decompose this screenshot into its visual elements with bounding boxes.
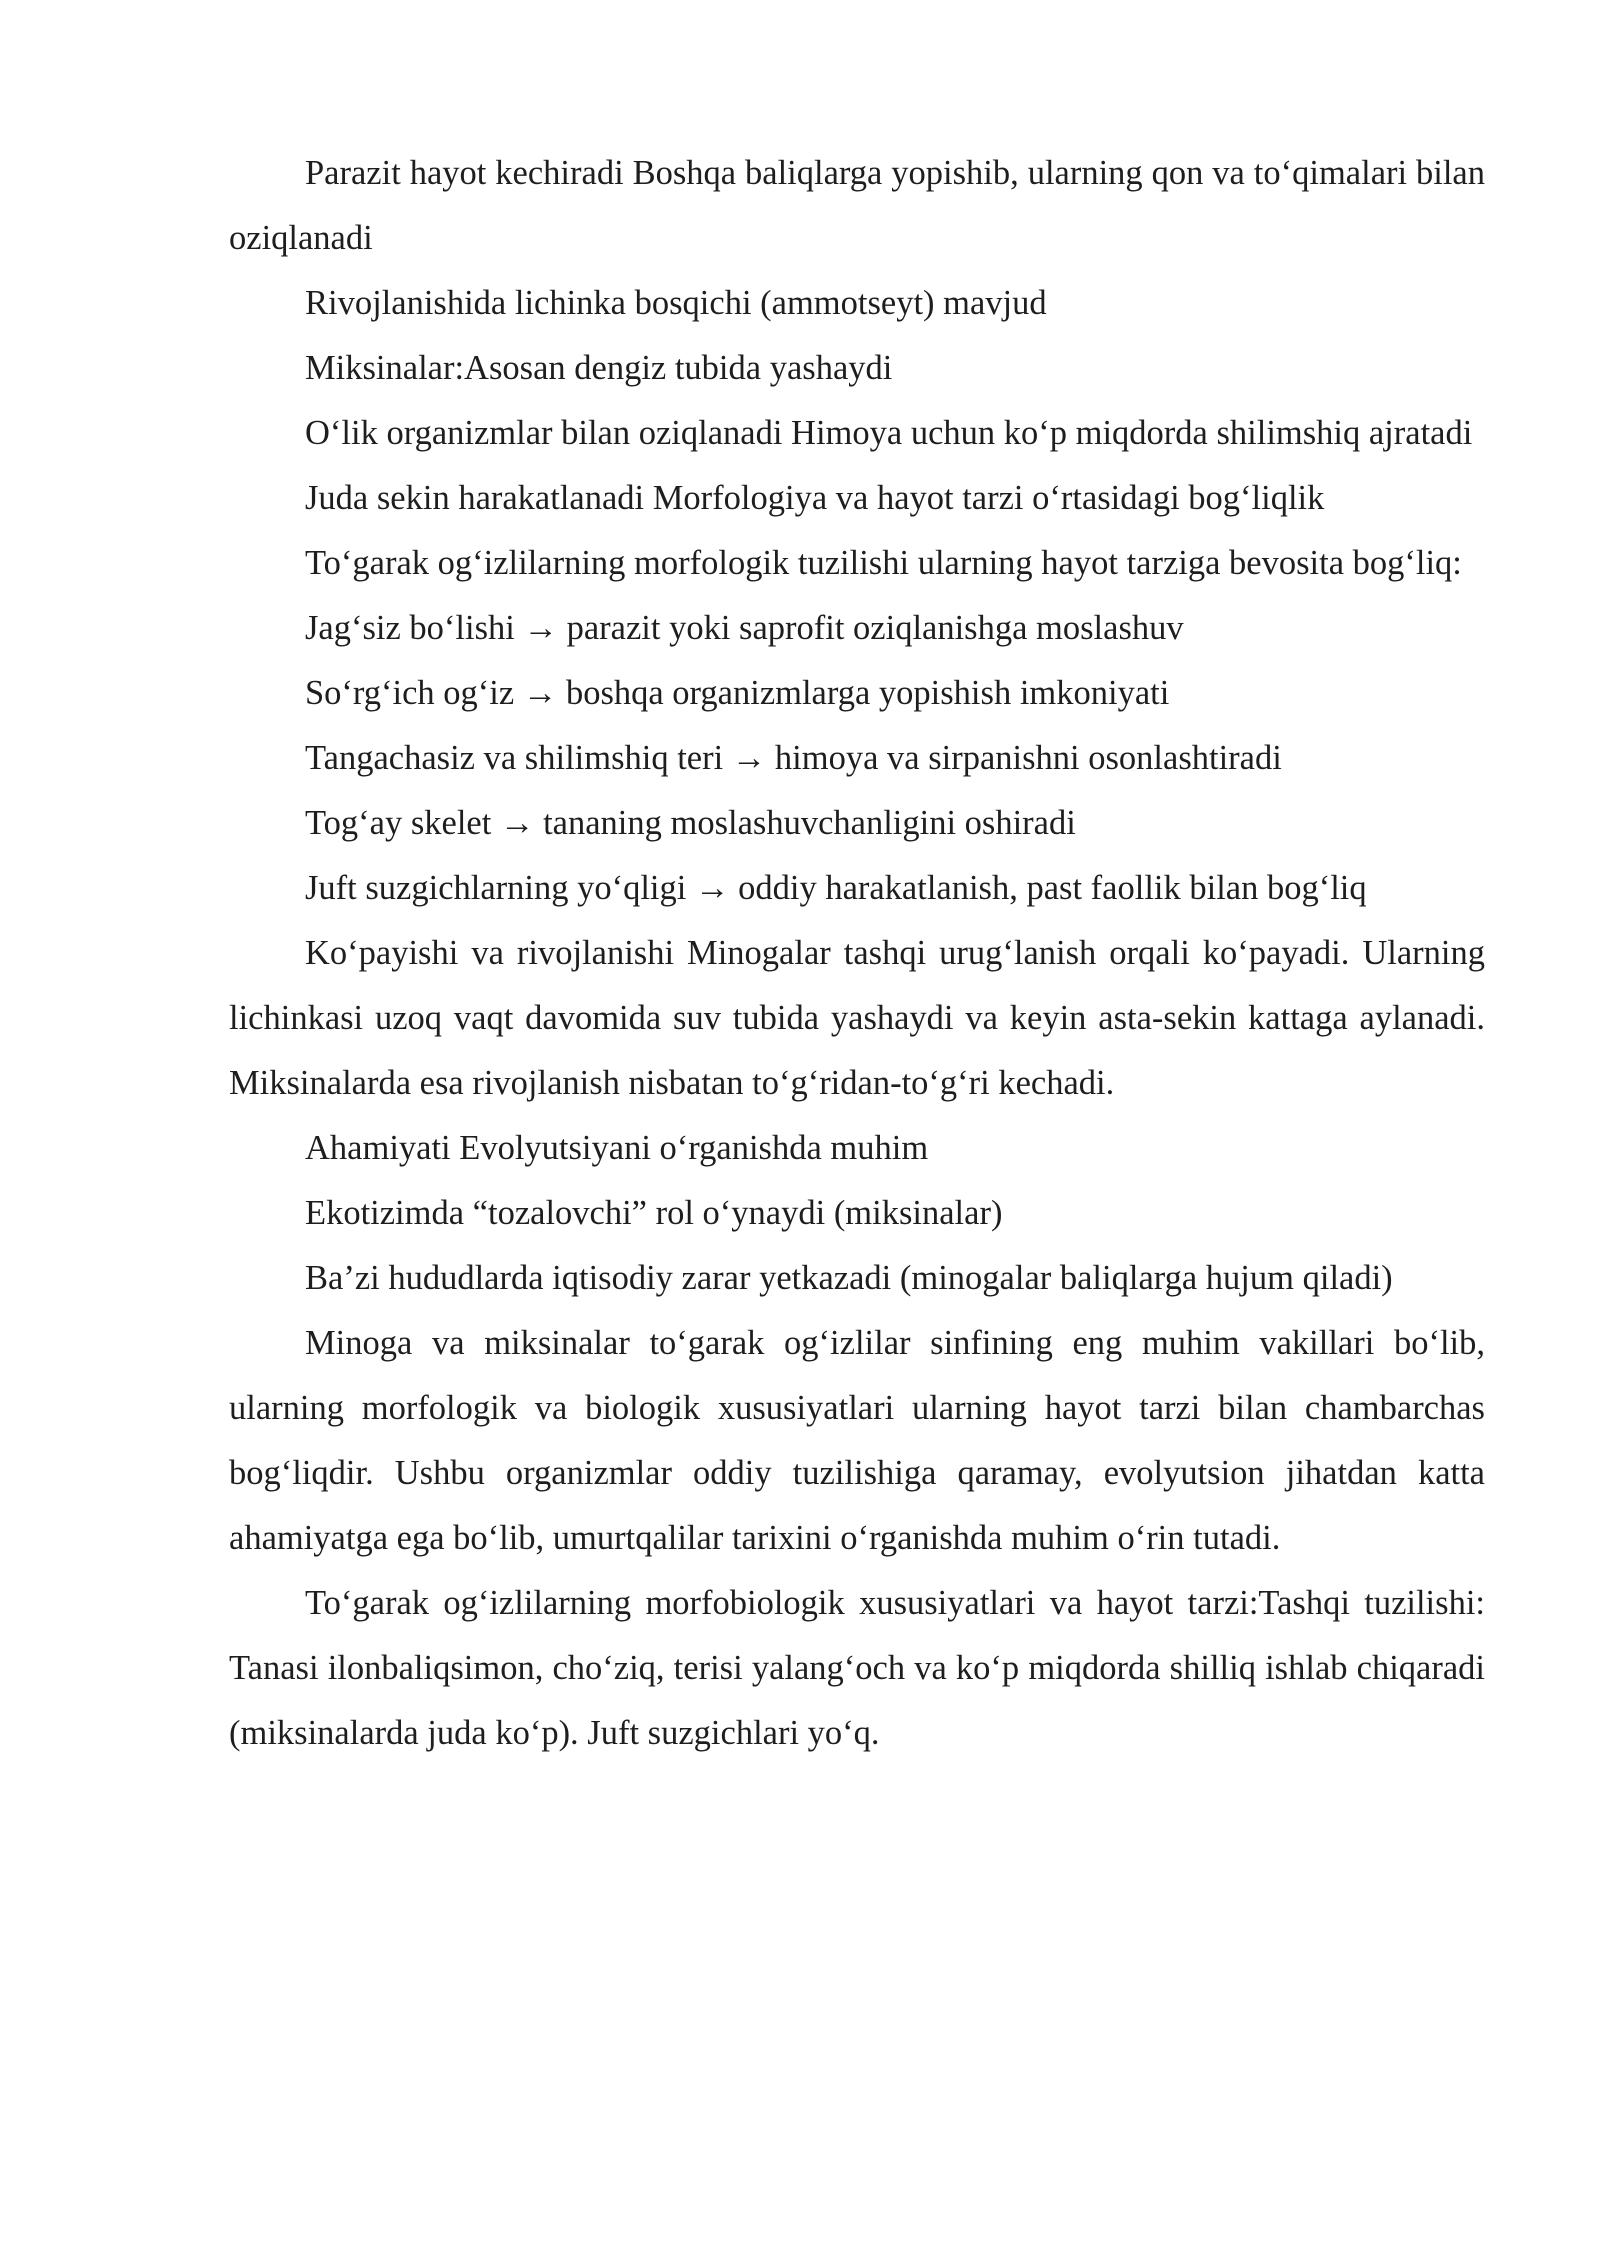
document-body [229, 141, 1485, 1766]
paragraph-scaleless-skin: Tangachasiz va shilimshiq teri → himoya va sirpanishni osonlashtiradi [305, 739, 1282, 777]
paragraph-no-paired-fins: Juft suzgichlarning yo‘qligi → oddiy harakatlanish, past faollik bilan bog‘liq [305, 869, 1367, 907]
paragraph-hagfish-feeding: O‘lik organizmlar bilan oziqlanadi Himoya uchun ko‘p miqdorda shilimshiq ajratadi [305, 414, 1473, 452]
paragraph-morphology-relation: To‘garak og‘izlilarning morfologik tuzilishi ularning hayot tarziga bevosita bog‘liq: [305, 544, 1462, 582]
paragraph-external-structure: To‘garak og‘izlilarning morfobiologik xususiyatlari va hayot tarzi:Tashqi tuzilishi: Tanasi ilonbaliqsimon, cho‘ziq, terisi yalang‘och va ko‘p miqdorda shilliq ishlab chiqaradi (miksinalarda juda ko‘p). Juft suzgichlari yo‘q. [229, 1584, 1485, 1752]
paragraph-sucker-mouth: So‘rg‘ich og‘iz → boshqa organizmlarga yopishish imkoniyati [305, 674, 1170, 712]
paragraph-importance: Ahamiyati Evolyutsiyani o‘rganishda muhim [305, 1129, 929, 1167]
paragraph-cleaner-role: Ekotizimda “tozalovchi” rol o‘ynaydi (miksinalar) [305, 1194, 1003, 1232]
paragraph-cartilage-skeleton: Tog‘ay skelet → tananing moslashuvchanligini oshiradi [305, 804, 1076, 842]
paragraph-slow-movement: Juda sekin harakatlanadi Morfologiya va hayot tarzi o‘rtasidagi bog‘liqlik [305, 479, 1325, 517]
paragraph-summary: Minoga va miksinalar to‘garak og‘izlilar sinfining eng muhim vakillari bo‘lib, ularning morfologik va biologik xususiyatlari ularning hayot tarzi bilan chambarchas bog‘liqdir. Ushbu organizmlar oddiy tuzilishiga qaramay, evolyutsion jihatdan katta ahamiyatga ega bo‘lib, umurtqalilar tarixini o‘rganishda muhim o‘rin tutadi. [229, 1324, 1485, 1557]
paragraph-larval-stage: Rivojlanishida lichinka bosqichi (ammotseyt) mavjud [305, 284, 1047, 322]
paragraph-hagfish-habitat: Miksinalar:Asosan dengiz tubida yashaydi [305, 349, 893, 387]
paragraph-economic-damage: Ba’zi hududlarda iqtisodiy zarar yetkazadi (minogalar baliqlarga hujum qiladi) [305, 1259, 1393, 1297]
paragraph-parasitic-life: Parazit hayot kechiradi Boshqa baliqlarga yopishib, ularning qon va to‘qimalari bilan oziqlanadi [229, 154, 1485, 257]
paragraph-jawless: Jag‘siz bo‘lishi → parazit yoki saprofit oziqlanishga moslashuv [305, 609, 1184, 647]
paragraph-reproduction: Ko‘payishi va rivojlanishi Minogalar tashqi urug‘lanish orqali ko‘payadi. Ularning lichinkasi uzoq vaqt davomida suv tubida yashaydi va keyin asta-sekin kattaga aylanadi. Miksinalarda esa rivojlanish nisbatan to‘g‘ridan-to‘g‘ri kechadi. [229, 934, 1485, 1102]
